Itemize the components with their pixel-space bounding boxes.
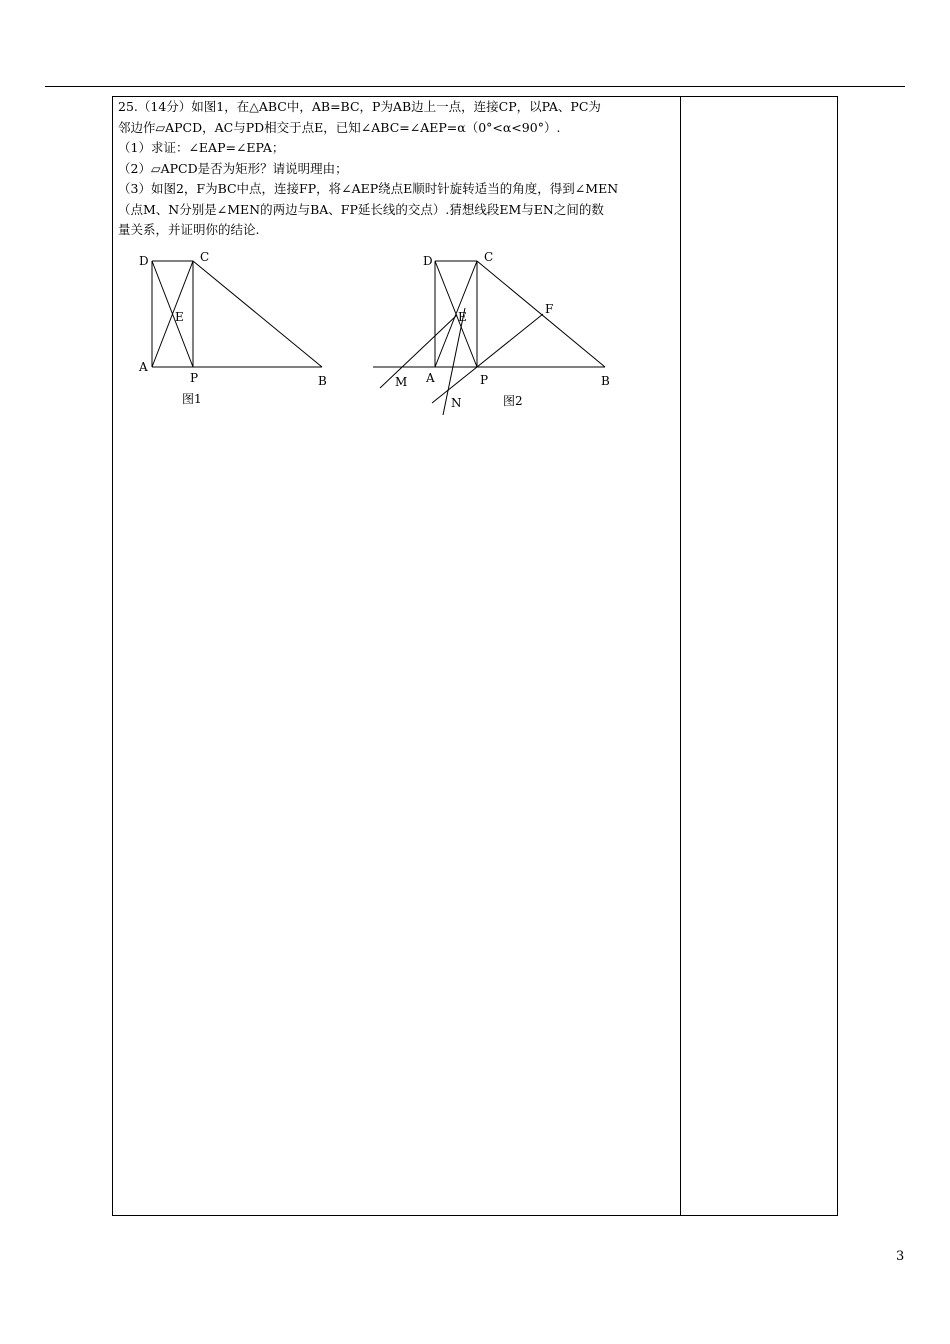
notes-column-divider <box>680 96 681 1216</box>
point-label-A: A <box>426 371 435 385</box>
segment-PF <box>477 314 543 367</box>
point-label-P: P <box>480 373 489 387</box>
segment-CB <box>193 261 322 367</box>
problem-part-3-line-2: （点M、N分别是∠MEN的两边与BA、FP延长线的交点）.猜想线段EM与EN之间的数 <box>118 201 604 217</box>
point-label-B: B <box>601 374 610 388</box>
problem-part-3-line-1: （3）如图2，F为BC中点，连接FP，将∠AEP绕点E顺时针旋转适当的角度，得到∠MEN <box>118 181 619 196</box>
problem-part-3-line-3: 量关系，并证明你的结论. <box>118 222 260 237</box>
figure-1 <box>130 245 350 415</box>
problem-part-2: （2）▱APCD是否为矩形？请说明理由； <box>118 160 348 176</box>
point-label-P: P <box>190 371 199 385</box>
point-label-D: D <box>423 254 433 268</box>
point-label-M: M <box>395 375 408 389</box>
problem-statement-line-2: 邻边作▱APCD，AC与PD相交于点E，已知∠ABC=∠AEP=α（0°<α<90°）. <box>118 119 561 135</box>
point-label-F: F <box>545 302 554 316</box>
page-number: 3 <box>896 1249 905 1264</box>
point-label-B: B <box>318 374 327 388</box>
figure-1-diagram <box>130 245 350 415</box>
figure-2-caption: 图2 <box>503 394 523 408</box>
header-rule <box>45 86 905 87</box>
point-label-C: C <box>200 250 210 264</box>
figure-2-diagram <box>365 245 625 420</box>
point-label-A: A <box>139 360 148 374</box>
point-label-E: E <box>458 310 467 324</box>
figure-1-caption: 图1 <box>182 392 202 406</box>
point-label-D: D <box>139 254 149 268</box>
ray-EM <box>380 315 457 388</box>
problem-statement-line-1: 25.（14分）如图1，在△ABC中，AB=BC，P为AB边上一点，连接CP，以PA、PC为 <box>118 99 601 114</box>
point-label-E: E <box>175 310 184 324</box>
figure-2 <box>365 245 625 420</box>
problem-25 <box>118 97 674 241</box>
point-label-N: N <box>451 396 462 410</box>
point-label-C: C <box>484 250 494 264</box>
problem-part-1: （1）求证：∠EAP=∠EPA； <box>118 140 285 155</box>
